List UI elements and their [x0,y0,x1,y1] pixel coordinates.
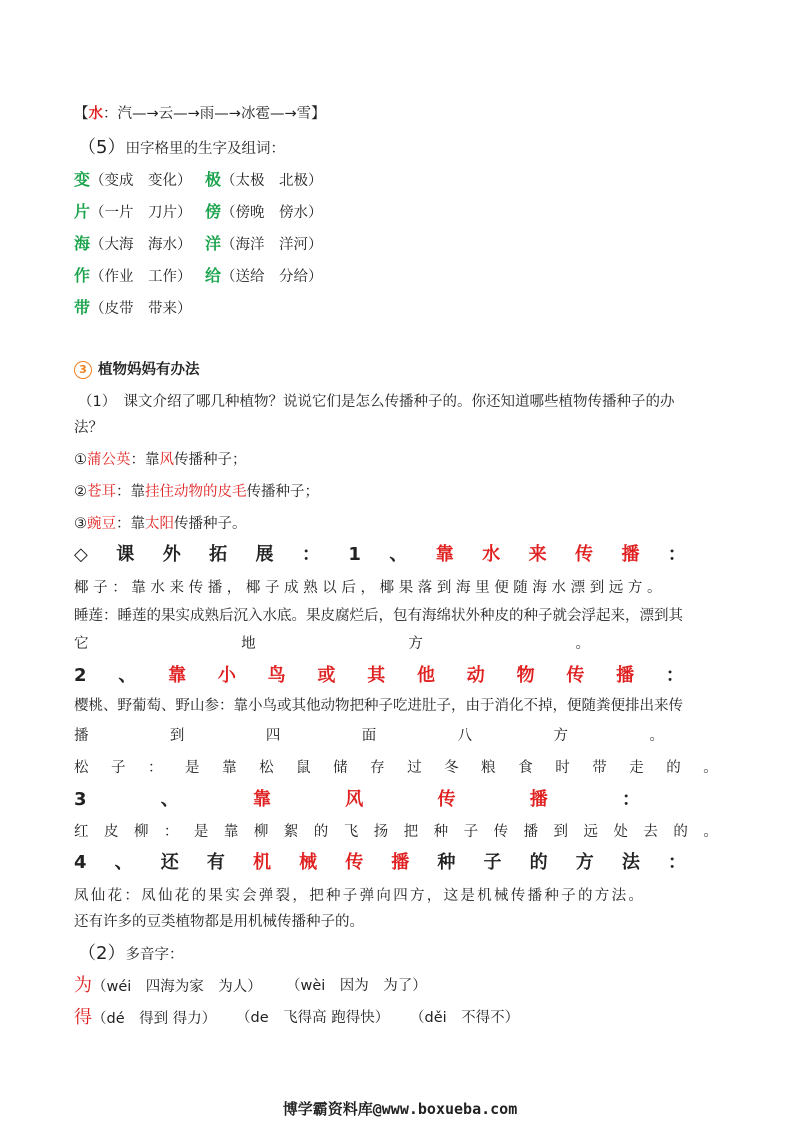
question-1-cont: 法？ [74,420,103,436]
pine-text: 松 子 ： 是 靠 松 鼠 储 存 过 冬 粮 食 时 带 走 的 。 [74,760,718,776]
polyphone-de: 得（dé 得到 得力） （de 飞得高 跑得快） （děi 不得不） [74,1007,520,1028]
section-5-heading: （5）田字格里的生字及组词： [78,137,285,158]
water-cycle-line: 【水：汽—→云—→雨—→冰雹—→雪】 [74,106,326,122]
vocab-row: 作（作业 工作） 给（送给 分给） [74,266,323,285]
cherry-text-cont: 播 到 四 面 八 方 。 [74,728,664,744]
heading-mechanical: 4 、 还 有 机 械 传 播 种 子 的 方 法 ： [74,852,686,873]
vocab-row: 变（变成 变化） 极（太极 北极） [74,170,323,189]
question-2: （2）多音字： [78,943,184,964]
heading-birds: 2 、 靠 小 鸟 或 其 他 动 物 传 播 ： [74,665,684,686]
beans-text: 还有许多的豆类植物都是用机械传播种子的。 [74,914,364,930]
vocab-row: 片（一片 刀片） 傍（傍晚 傍水） [74,202,323,221]
lotus-text-cont: 它 地 方 。 [74,636,590,652]
footer-watermark: 博学霸资料库@www.boxueba.com [282,1100,518,1118]
balsam-text: 凤仙花：凤仙花的果实会弹裂，把种子弹向四方，这是机械传播种子的方法。 [74,888,646,904]
lotus-text: 睡莲：睡莲的果实成熟后沉入水底。果皮腐烂后，包有海绵状外种皮的种子就会浮起来，漂到其 [74,608,683,624]
lesson-3-heading: 3 植物妈妈有办法 [74,360,726,380]
heading-wind: 3 、 靠 风 传 播 ： [74,789,640,810]
answer-pea: ③豌豆：靠太阳传播种子。 [74,516,247,532]
cherry-text: 樱桃、野葡萄、野山参：靠小鸟或其他动物把种子吃进肚子，由于消化不掉，便随粪便排出来传 [74,698,683,714]
water-keyword: 水 [88,106,103,122]
vocab-row: 海（大海 海水） 洋（海洋 洋河） [74,234,323,253]
polyphone-wei: 为（wéi 四海为家 为人） （wèi 因为 为了） [74,975,427,996]
circled-number-icon: 3 [74,361,92,379]
extension-heading: ◇ 课 外 拓 展 ： 1 、 靠 水 来 传 播 ： [74,544,686,565]
answer-dandelion: ①蒲公英：靠风传播种子； [74,452,247,468]
vocab-row: 带（皮带 带来） [74,298,192,317]
coconut-text: 椰子：靠水来传播，椰子成熟以后，椰果落到海里便随海水漂到远方。 [74,580,667,596]
question-1: （1） 课文介绍了哪几种植物？说说它们是怎么传播种子的。你还知道哪些植物传播种子的办 [78,394,675,410]
answer-cocklebur: ②苍耳：靠挂住动物的皮毛传播种子； [74,484,319,500]
willow-text: 红 皮 柳 ： 是 靠 柳 絮 的 飞 扬 把 种 子 传 播 到 远 处 去 的 。 [74,824,718,840]
